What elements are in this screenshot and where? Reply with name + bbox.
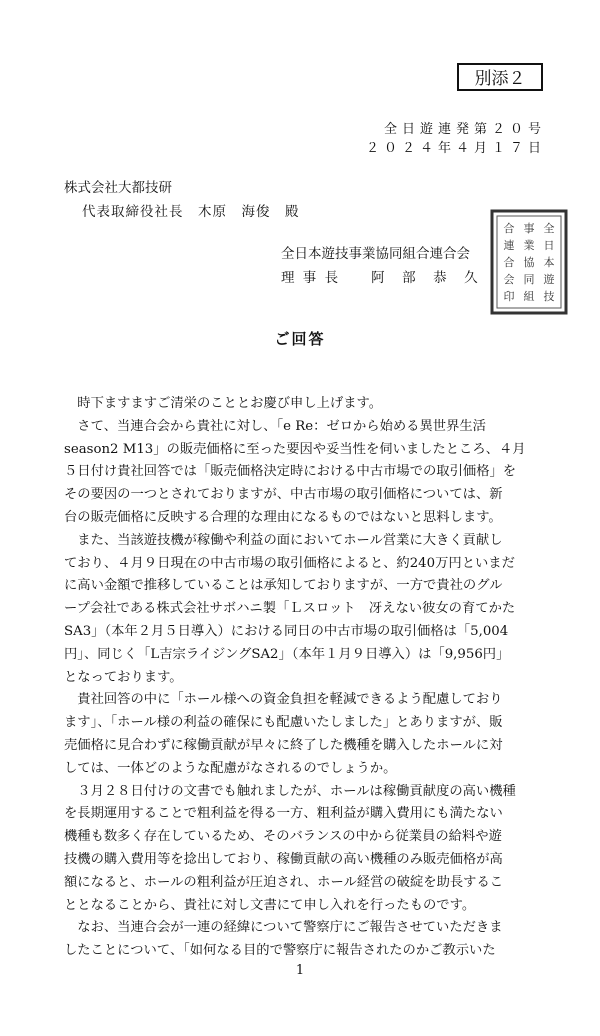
body-line: season2 M13」の販売価格に至った要因や妥当性を伺いましたところ、４月 <box>64 441 526 457</box>
body-line: SA3」（本年２月５日導入）における同日の中古市場の取引価格は「5,004 <box>64 623 509 639</box>
body-line: に高い金額で推移していることは承知しておりますが、一方で貴社のグル <box>64 578 503 594</box>
svg-text:日: 日 <box>543 239 555 252</box>
body-line: ており、４月９日現在の中古市場の取引価格によると、約240万円といまだ <box>64 555 515 571</box>
body-line: その要因の一つとされておりますが、中古市場の取引価格については、新 <box>64 487 503 503</box>
body-line: ととなることから、貴社に対し文書にて申し入れを行ったものです。 <box>64 897 476 913</box>
svg-text:合: 合 <box>503 256 515 269</box>
svg-text:技: 技 <box>543 290 555 303</box>
body-line: ５日付け貴社回答では「販売価格決定時における中古市場での取引価格」を <box>64 464 517 480</box>
sender-person: 理 事 長 阿 部 恭 久 <box>281 270 480 286</box>
body-line: しては、一体どのような配慮がなされるのでしょうか。 <box>64 760 397 776</box>
svg-text:全: 全 <box>543 222 555 235</box>
body-line: 貴社回答の中に「ホール様への資金負担を軽減できるよう配慮しており <box>64 692 503 708</box>
svg-text:組: 組 <box>523 290 535 303</box>
body-line: 円」、同じく「L吉宗ライジングSA2」（本年１月９日導入）は「9,956円」 <box>64 646 510 662</box>
body-line: 台の販売価格に反映する合理的な理由になるものではないと思料します。 <box>64 509 502 525</box>
body-line: 技機の購入費用等を捻出しており、稼働貢献の高い機種のみ販売価格が高 <box>64 851 503 867</box>
body-line: したことについて、「如何なる目的で警察庁に報告されたのかご教示いた <box>64 943 496 959</box>
body-line: を長期運用することで粗利益を得る一方、粗利益が購入費用にも満たない <box>64 806 503 822</box>
body-line: となっております。 <box>64 669 183 685</box>
svg-text:協: 協 <box>523 256 535 269</box>
body-line: 機種も数多く存在しているため、そのバランスの中から従業員の給料や遊 <box>64 829 502 845</box>
body-line: ープ会社である株式会社サボハニ製「Ｌスロット 冴えない彼女の育てかた <box>64 601 516 617</box>
svg-text:業: 業 <box>523 239 535 252</box>
recipient-person: 代表取締役社長 木原 海俊 殿 <box>82 204 300 220</box>
body-line: また、当該遊技機が稼働や利益の面においてホール営業に大きく貢献し <box>64 532 503 548</box>
organization-seal-icon <box>489 208 569 316</box>
svg-text:本: 本 <box>543 256 555 269</box>
page-number: 1 <box>295 963 305 978</box>
svg-text:同: 同 <box>523 273 535 286</box>
body-line: さて、当連合会から貴社に対し、「e Re：ゼロから始める異世界生活 <box>64 418 486 434</box>
recipient-company: 株式会社大都技研 <box>64 180 172 196</box>
body-line: 額になると、ホールの粗利益が圧迫され、ホール経営の破綻を助長するこ <box>64 874 504 890</box>
document-date: ２０２４年４月１７日 <box>365 141 546 156</box>
document-number: 全日遊連発第２０号 <box>383 122 546 137</box>
svg-text:合: 合 <box>503 222 515 235</box>
svg-text:遊: 遊 <box>543 273 555 286</box>
page-title: ご回答 <box>274 330 326 348</box>
body-line: 時下ますますご清栄のこととお慶び申し上げます。 <box>64 396 383 411</box>
svg-text:印: 印 <box>503 290 515 303</box>
body-line: 売価格に見合わずに稼働貢献が早々に終了した機種を購入したホールに対 <box>64 737 503 753</box>
body-line: なお、当連合会が一連の経緯について警察庁にご報告させていただきま <box>64 920 503 936</box>
sender-organization: 全日本遊技事業協同組合連合会 <box>281 246 470 262</box>
body-line: ３月２８日付けの文書でも触れましたが、ホールは稼働貢献度の高い機種 <box>64 783 516 799</box>
body-line: ます」、「ホール様の利益の確保にも配慮いたしました」とありますが、販 <box>64 715 503 731</box>
svg-text:会: 会 <box>503 273 515 286</box>
svg-text:連: 連 <box>503 239 515 252</box>
annex-label: 別添２ <box>457 63 543 91</box>
svg-text:事: 事 <box>523 222 535 235</box>
letter-body <box>64 393 564 963</box>
